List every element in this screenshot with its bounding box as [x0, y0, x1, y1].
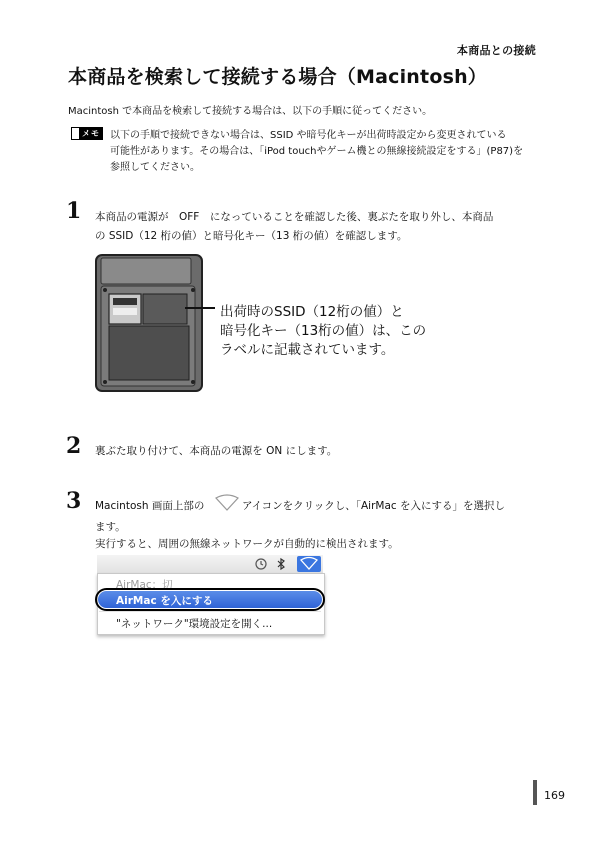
- menu-bar: [97, 555, 323, 574]
- step-3-number: 3: [66, 488, 82, 514]
- callout-line-1: 出荷時のSSID（12桁の値）と: [220, 304, 404, 320]
- menu-item-network-prefs[interactable]: "ネットワーク"環境設定を開く...: [116, 618, 273, 630]
- step-3-line-3: 実行すると、周囲の無線ネットワークが自動的に検出されます。: [95, 538, 399, 550]
- step-1-line-2: の SSID（12 桁の値）と暗号化キー（13 桁の値）を確認します。: [95, 230, 408, 242]
- page-number: 169: [544, 789, 565, 802]
- device-back-illustration: [95, 254, 205, 394]
- callout-leader-line: [185, 307, 215, 309]
- menu-item-airmac-status: AirMac：切: [116, 579, 173, 591]
- step-1-line-1: 本商品の電源が OFF になっていることを確認した後、裏ぶたを取り外し、本商品: [95, 211, 494, 223]
- memo-line-2: 可能性があります。その場合は、「iPod touchやゲーム機との無線接続設定をする」(P87)を: [110, 146, 524, 157]
- callout-line-3: ラベルに記載されています。: [220, 342, 395, 358]
- step-3-line-1b: アイコンをクリックし、「AirMac を入にする」を選択し: [242, 500, 505, 512]
- step-3-line-1a: Macintosh 画面上部の: [95, 500, 205, 512]
- running-header: 本商品との接続: [456, 44, 536, 57]
- page-title: 本商品を検索して接続する場合（Macintosh）: [68, 66, 488, 88]
- step-3-line-2: ます。: [95, 521, 126, 533]
- wifi-icon: [214, 494, 240, 512]
- airmac-menu-button[interactable]: [297, 556, 321, 572]
- bluetooth-icon[interactable]: [275, 557, 287, 571]
- step-2-line-1: 裏ぶた取り付けて、本商品の電源を ON にします。: [95, 445, 338, 457]
- step-1-number: 1: [66, 198, 82, 224]
- wifi-menu-icon: [297, 556, 321, 572]
- intro-text: Macintosh で本商品を検索して接続する場合は、以下の手順に従ってください。: [68, 106, 433, 117]
- menu-separator: [99, 611, 321, 612]
- memo-box-icon: [72, 128, 80, 139]
- menu-item-airmac-on-label: AirMac を入にする: [116, 595, 213, 607]
- memo-label: メモ: [82, 129, 100, 138]
- callout-line-2: 暗号化キー（13桁の値）は、この: [220, 323, 427, 339]
- step-2-number: 2: [66, 433, 82, 459]
- page-number-bar: [533, 780, 537, 805]
- memo-line-1: 以下の手順で接続できない場合は、SSID や暗号化キーが出荷時設定から変更されている: [110, 130, 507, 141]
- time-machine-icon[interactable]: [253, 557, 269, 571]
- memo-badge: [71, 127, 103, 140]
- memo-line-3: 参照してください。: [110, 162, 200, 173]
